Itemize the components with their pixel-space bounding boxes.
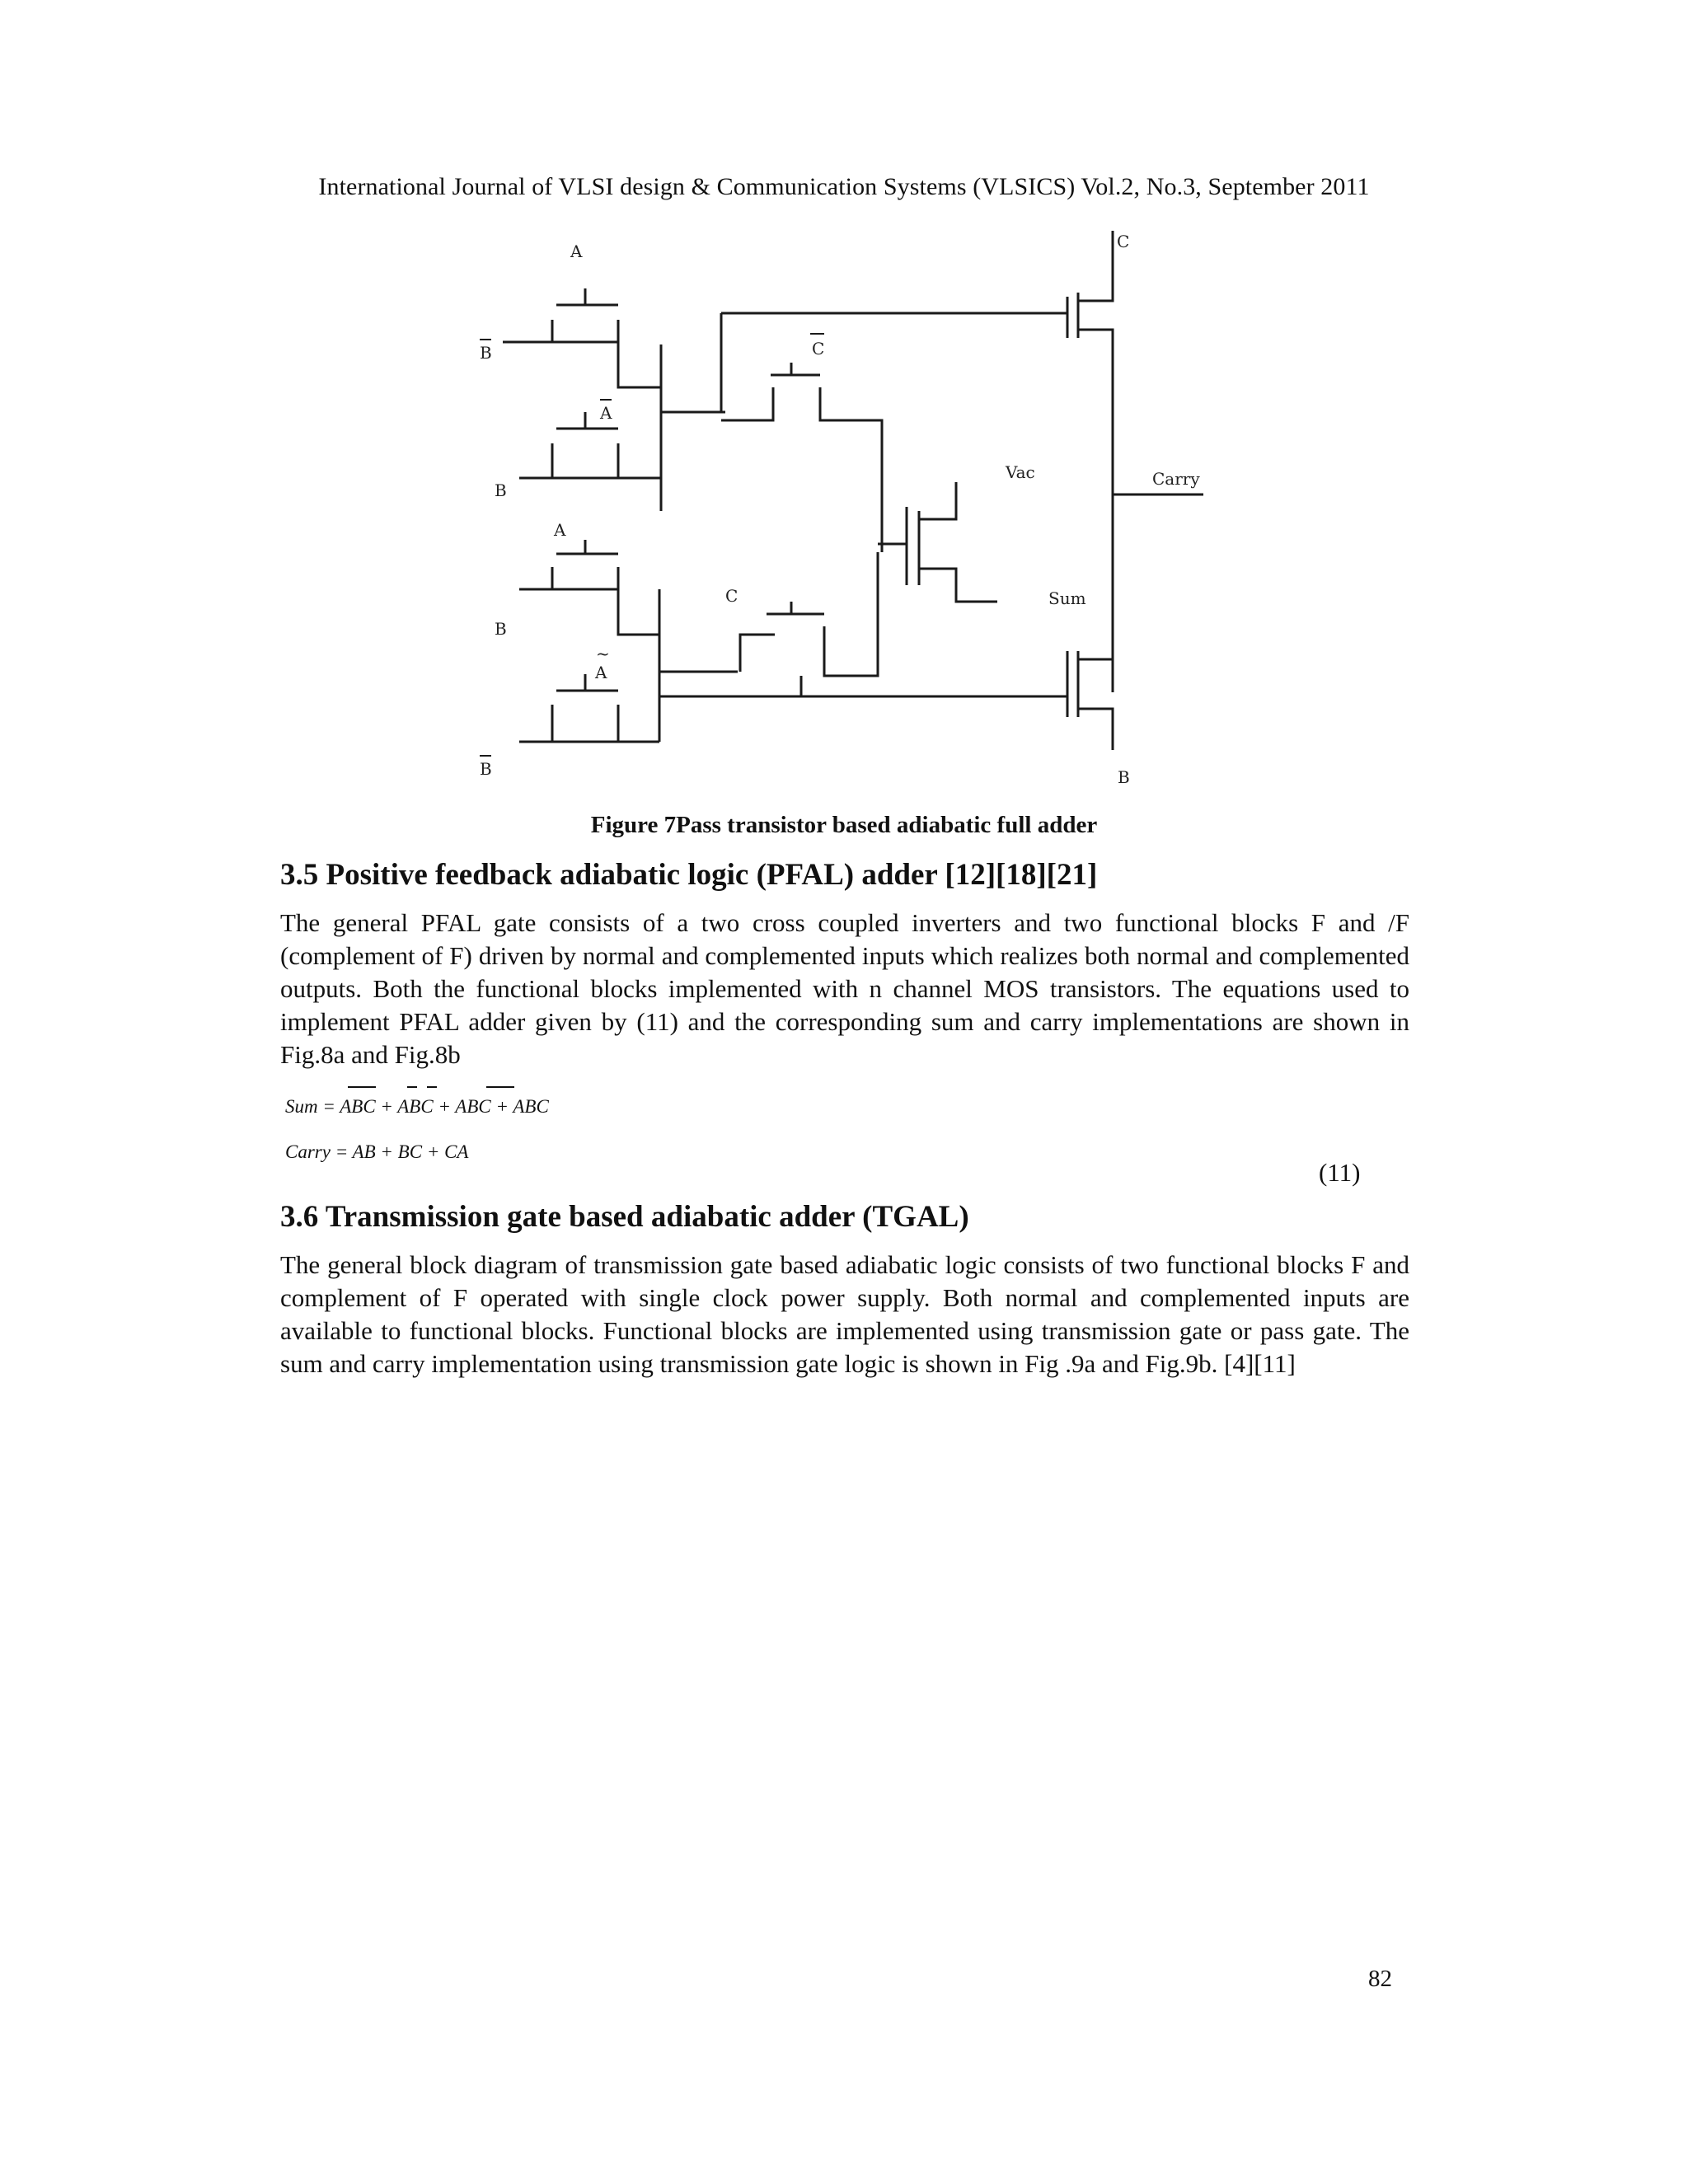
label-a-mid: A	[554, 520, 566, 540]
label-carry: Carry	[1152, 469, 1200, 489]
equation-sum-text: Sum = ABC + ABC + ABC + ABC	[285, 1096, 549, 1117]
label-b-bar-top: B	[480, 343, 492, 363]
equation-number: (11)	[1319, 1158, 1361, 1187]
section-heading-3-5: 3.5 Positive feedback adiabatic logic (PFAL) adder [12][18][21]	[280, 858, 1098, 892]
label-c-bar: C	[812, 339, 825, 359]
circuit-figure	[462, 223, 1253, 799]
paragraph-3-6: The general block diagram of transmission gate based adiabatic logic consists of two functional blocks F and complement of F operated with single clock power supply. Both normal and complemented inputs are available to functional blocks. Functional blocks are implemented using transmission gate or pass gate. The sum and carry implementation using transmission gate logic is shown in Fig .9a and Fig.9b. [4][11]	[280, 1250, 1409, 1378]
running-header: International Journal of VLSI design & Communication Systems (VLSICS) Vol.2, No.3, September 2011	[318, 173, 1370, 200]
label-b-2: B	[495, 619, 507, 639]
equation-sum	[285, 1096, 549, 1118]
section-heading-3-6: 3.6 Transmission gate based adiabatic adder (TGAL)	[280, 1200, 969, 1234]
label-vac: Vac	[1006, 462, 1035, 482]
label-b-bar-bottom: B	[480, 759, 492, 779]
label-b-bottom: B	[1118, 767, 1130, 787]
label-b-1: B	[495, 480, 507, 500]
label-c-top: C	[1117, 232, 1130, 251]
label-a-bar-1: A	[600, 403, 612, 423]
page-number: 82	[1368, 1966, 1392, 1992]
tilde-mark: ~	[596, 644, 610, 663]
pass-transistor-adder-schematic	[462, 223, 1253, 799]
figure-caption: Figure 7Pass transistor based adiabatic full adder	[590, 812, 1098, 838]
label-a-top: A	[570, 241, 583, 261]
equation-carry: Carry = AB + BC + CA	[285, 1141, 469, 1162]
label-sum: Sum	[1048, 588, 1086, 608]
label-c-mid: C	[725, 586, 738, 606]
paragraph-3-5: The general PFAL gate consists of a two cross coupled inverters and two functional blocks F and /F (complement of F) driven by normal and complemented inputs which realizes both normal and complemented outputs. Both the functional blocks implemented with n channel MOS transistors. The equations used to implement PFAL adder given by (11) and the corresponding sum and carry implementations are shown in Fig.8a and Fig.8b	[280, 908, 1409, 1069]
label-a-tilde: A	[595, 663, 607, 682]
